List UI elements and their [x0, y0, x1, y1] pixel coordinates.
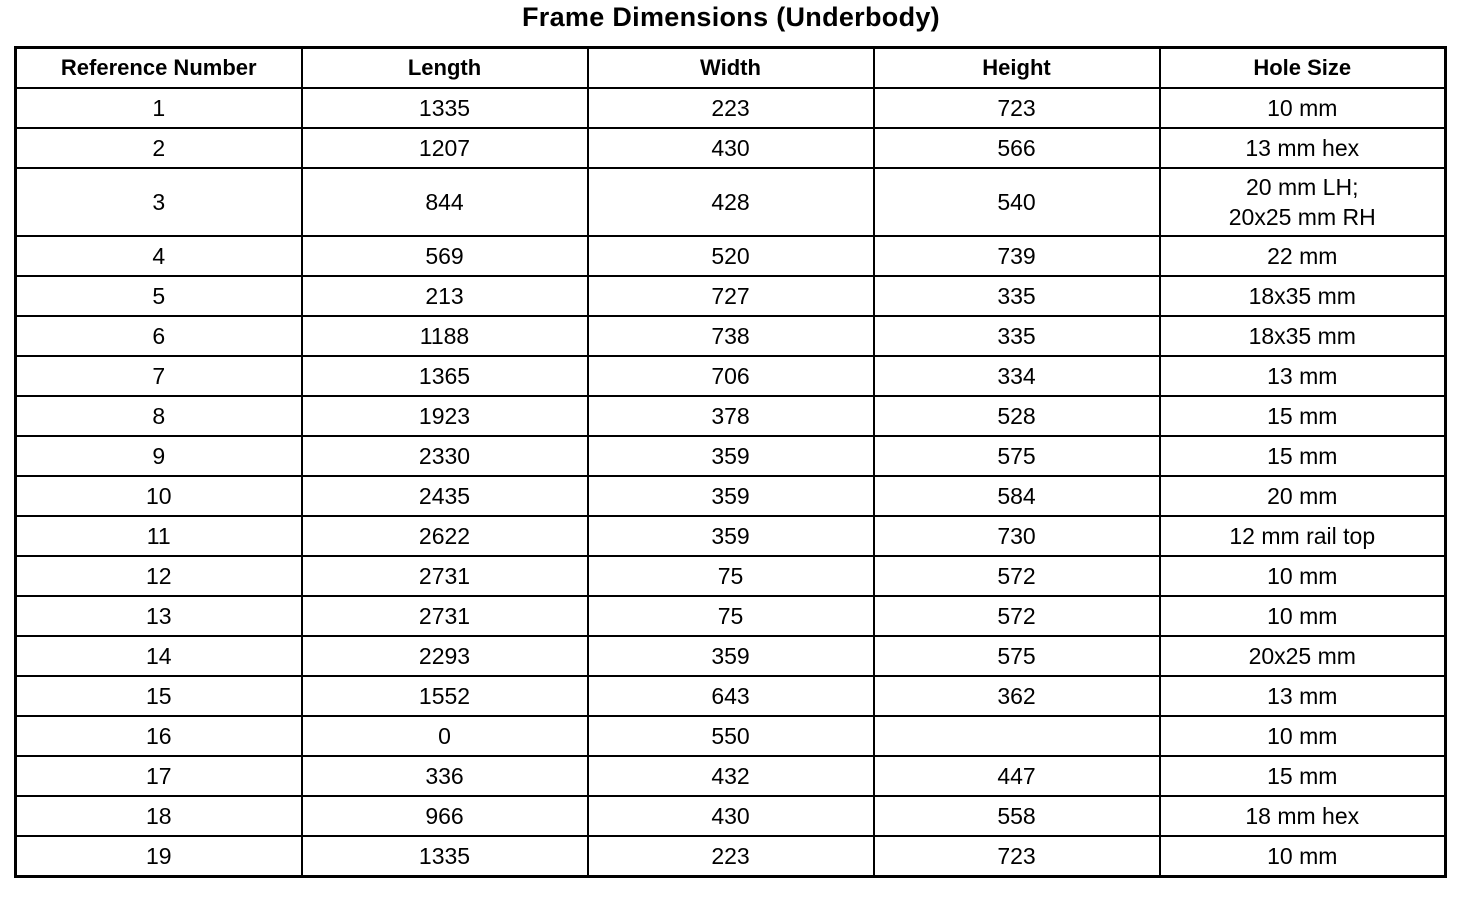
cell-hole-size	[1160, 276, 1446, 316]
cell-height: 572	[874, 556, 1160, 596]
table-row	[16, 396, 1446, 436]
cell-hole-size	[1160, 396, 1446, 436]
cell-length: 1335	[302, 836, 588, 877]
cell-length: 569	[302, 236, 588, 276]
hole-size-line: 18x35 mm	[1248, 323, 1356, 349]
cell-width: 706	[588, 356, 874, 396]
cell-hole-size	[1160, 436, 1446, 476]
hole-size-line: 10 mm	[1267, 563, 1338, 589]
header-length: Length	[302, 48, 588, 89]
cell-reference-number: 18	[16, 796, 302, 836]
table-row	[16, 836, 1446, 877]
cell-height: 572	[874, 596, 1160, 636]
table-row	[16, 596, 1446, 636]
hole-size-line: 22 mm	[1267, 243, 1338, 269]
cell-reference-number: 11	[16, 516, 302, 556]
cell-hole-size	[1160, 636, 1446, 676]
cell-hole-size	[1160, 516, 1446, 556]
cell-height: 584	[874, 476, 1160, 516]
cell-height: 723	[874, 88, 1160, 128]
cell-width: 738	[588, 316, 874, 356]
cell-height: 739	[874, 236, 1160, 276]
cell-height: 723	[874, 836, 1160, 877]
cell-reference-number: 14	[16, 636, 302, 676]
cell-length: 2731	[302, 556, 588, 596]
header-hole-size: Hole Size	[1160, 48, 1446, 89]
page-title: Frame Dimensions (Underbody)	[522, 2, 940, 32]
cell-reference-number: 3	[16, 168, 302, 236]
cell-hole-size	[1160, 356, 1446, 396]
cell-length: 2731	[302, 596, 588, 636]
cell-hole-size	[1160, 556, 1446, 596]
table-row	[16, 636, 1446, 676]
cell-length: 0	[302, 716, 588, 756]
cell-reference-number: 1	[16, 88, 302, 128]
cell-height: 558	[874, 796, 1160, 836]
cell-length: 2293	[302, 636, 588, 676]
cell-width: 359	[588, 436, 874, 476]
cell-reference-number: 6	[16, 316, 302, 356]
table-row	[16, 168, 1446, 236]
cell-width: 359	[588, 516, 874, 556]
table-row	[16, 316, 1446, 356]
cell-width: 75	[588, 596, 874, 636]
cell-height: 575	[874, 436, 1160, 476]
table-row	[16, 556, 1446, 596]
cell-width: 432	[588, 756, 874, 796]
cell-hole-size	[1160, 716, 1446, 756]
hole-size-line: 15 mm	[1267, 763, 1338, 789]
cell-width: 75	[588, 556, 874, 596]
cell-height: 575	[874, 636, 1160, 676]
cell-reference-number: 16	[16, 716, 302, 756]
cell-width: 430	[588, 128, 874, 168]
header-height: Height	[874, 48, 1160, 89]
cell-length: 2622	[302, 516, 588, 556]
header-reference-number: Reference Number	[16, 48, 302, 89]
cell-hole-size	[1160, 476, 1446, 516]
cell-width: 378	[588, 396, 874, 436]
cell-length: 213	[302, 276, 588, 316]
cell-length: 1335	[302, 88, 588, 128]
cell-hole-size	[1160, 168, 1446, 236]
cell-height: 540	[874, 168, 1160, 236]
table-row	[16, 236, 1446, 276]
hole-size-line: 20 mm LH;	[1246, 174, 1359, 200]
cell-length: 966	[302, 796, 588, 836]
header-width: Width	[588, 48, 874, 89]
cell-reference-number: 7	[16, 356, 302, 396]
table-row	[16, 676, 1446, 716]
cell-width: 727	[588, 276, 874, 316]
cell-length: 844	[302, 168, 588, 236]
hole-size-line: 13 mm hex	[1245, 135, 1360, 161]
hole-size-line: 15 mm	[1267, 443, 1338, 469]
cell-hole-size	[1160, 596, 1446, 636]
cell-hole-size	[1160, 756, 1446, 796]
cell-height: 335	[874, 316, 1160, 356]
cell-width: 643	[588, 676, 874, 716]
cell-height: 447	[874, 756, 1160, 796]
cell-reference-number: 12	[16, 556, 302, 596]
table-row	[16, 88, 1446, 128]
cell-height: 730	[874, 516, 1160, 556]
table-row	[16, 796, 1446, 836]
cell-reference-number: 4	[16, 236, 302, 276]
cell-width: 223	[588, 88, 874, 128]
cell-width: 520	[588, 236, 874, 276]
hole-size-line: 15 mm	[1267, 403, 1338, 429]
cell-length: 1365	[302, 356, 588, 396]
cell-reference-number: 10	[16, 476, 302, 516]
cell-hole-size	[1160, 676, 1446, 716]
cell-reference-number: 17	[16, 756, 302, 796]
hole-size-line: 20x25 mm	[1248, 643, 1356, 669]
cell-width: 223	[588, 836, 874, 877]
table-row	[16, 436, 1446, 476]
cell-width: 430	[588, 796, 874, 836]
cell-width: 359	[588, 636, 874, 676]
table-body	[16, 88, 1446, 877]
cell-reference-number: 19	[16, 836, 302, 877]
cell-reference-number: 2	[16, 128, 302, 168]
cell-hole-size	[1160, 836, 1446, 877]
cell-hole-size	[1160, 316, 1446, 356]
table-row	[16, 128, 1446, 168]
cell-height	[874, 716, 1160, 756]
hole-size-line: 13 mm	[1267, 683, 1338, 709]
hole-size-line: 20 mm	[1267, 483, 1338, 509]
cell-height: 566	[874, 128, 1160, 168]
cell-hole-size	[1160, 236, 1446, 276]
cell-hole-size	[1160, 128, 1446, 168]
hole-size-line: 10 mm	[1267, 95, 1338, 121]
hole-size-line: 10 mm	[1267, 843, 1338, 869]
hole-size-line: 10 mm	[1267, 603, 1338, 629]
cell-height: 334	[874, 356, 1160, 396]
cell-height: 528	[874, 396, 1160, 436]
hole-size-line: 13 mm	[1267, 363, 1338, 389]
cell-reference-number: 5	[16, 276, 302, 316]
cell-length: 2330	[302, 436, 588, 476]
cell-hole-size	[1160, 88, 1446, 128]
hole-size-line: 20x25 mm RH	[1228, 204, 1376, 230]
cell-length: 1552	[302, 676, 588, 716]
cell-length: 1207	[302, 128, 588, 168]
table-row	[16, 476, 1446, 516]
cell-width: 550	[588, 716, 874, 756]
cell-reference-number: 13	[16, 596, 302, 636]
cell-reference-number: 15	[16, 676, 302, 716]
cell-width: 428	[588, 168, 874, 236]
hole-size-line: 18 mm hex	[1245, 803, 1360, 829]
cell-reference-number: 9	[16, 436, 302, 476]
hole-size-line: 10 mm	[1267, 723, 1338, 749]
table-row	[16, 356, 1446, 396]
hole-size-line: 12 mm rail top	[1229, 523, 1376, 549]
table-row	[16, 516, 1446, 556]
frame-dimensions-table	[14, 46, 1447, 878]
cell-length: 2435	[302, 476, 588, 516]
cell-hole-size	[1160, 796, 1446, 836]
hole-size-line: 18x35 mm	[1248, 283, 1356, 309]
cell-height: 335	[874, 276, 1160, 316]
cell-height: 362	[874, 676, 1160, 716]
cell-width: 359	[588, 476, 874, 516]
cell-length: 336	[302, 756, 588, 796]
cell-reference-number: 8	[16, 396, 302, 436]
cell-length: 1923	[302, 396, 588, 436]
table-row	[16, 756, 1446, 796]
table-header-row	[16, 48, 1446, 89]
table-row	[16, 276, 1446, 316]
table-row	[16, 716, 1446, 756]
cell-length: 1188	[302, 316, 588, 356]
